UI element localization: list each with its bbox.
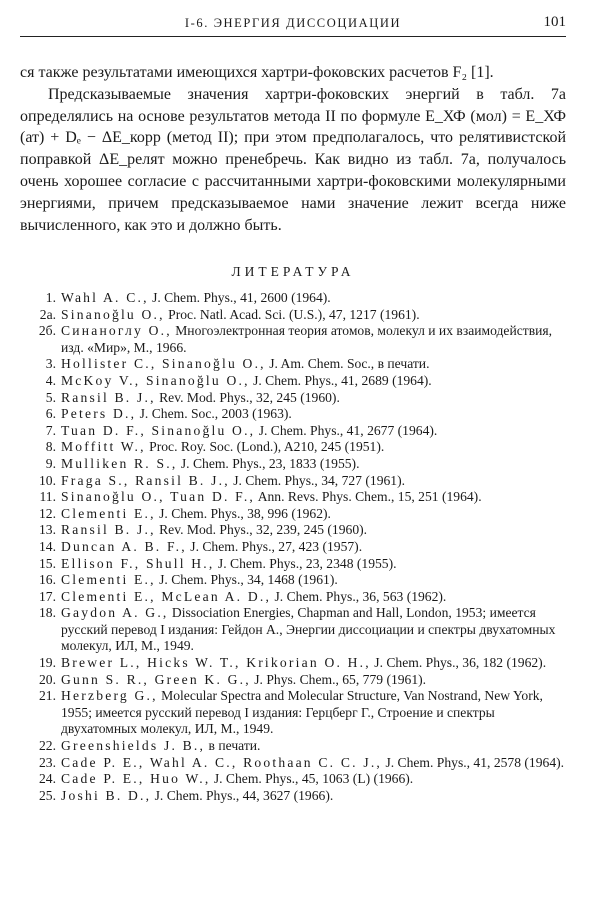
reference-number: 6. [45, 406, 56, 422]
reference-authors: Clementi E., [61, 572, 156, 588]
reference-item [20, 307, 566, 324]
reference-source: Proc. Natl. Acad. Sci. (U.S.), 47, 1217 (1961). [168, 306, 420, 322]
reference-number: 23. [39, 754, 56, 770]
reference-text [56, 406, 566, 423]
reference-number: 17. [39, 588, 56, 604]
reference-source: в печати. [208, 738, 261, 754]
reference-text [56, 439, 566, 456]
reference-source: J. Chem. Phys., 36, 182 (1962). [374, 655, 547, 671]
reference-authors: Joshi B. D., [61, 787, 152, 803]
reference-text [56, 356, 566, 373]
reference-source: Proc. Roy. Soc. (Lond.), A210, 245 (1951). [149, 439, 385, 455]
reference-text [56, 655, 566, 672]
reference-number: 2a. [39, 306, 56, 322]
reference-text [56, 556, 566, 573]
reference-authors: Ellison F., Shull H., [61, 555, 215, 571]
reference-authors: Gaydon A. G., [61, 605, 169, 621]
reference-item [20, 539, 566, 556]
reference-authors: Sinanoğlu O., [61, 306, 165, 322]
reference-item [20, 572, 566, 589]
reference-authors: Синаноглу О., [61, 323, 172, 339]
reference-list [20, 290, 566, 804]
reference-source: J. Chem. Phys., 41, 2600 (1964). [152, 290, 331, 305]
reference-item [20, 655, 566, 672]
reference-text [56, 738, 566, 755]
reference-authors: Greenshields J. B., [61, 738, 206, 754]
reference-item [20, 473, 566, 490]
reference-number: 3. [45, 356, 56, 372]
reference-number: 12. [39, 505, 56, 521]
reference-number: 16. [39, 572, 56, 588]
reference-source: J. Chem. Phys., 41, 2677 (1964). [258, 422, 438, 438]
paragraph-continuation: ся также результатами имеющихся хартри-фоковских расчетов F₂ [1]. [20, 64, 494, 81]
reference-source: J. Am. Chem. Soc., в печати. [269, 356, 430, 372]
reference-source: J. Chem. Phys., 34, 727 (1961). [233, 472, 406, 488]
reference-text [56, 788, 566, 805]
reference-item [20, 688, 566, 738]
reference-number: 9. [45, 455, 56, 471]
reference-authors: Cade P. E., Wahl A. C., Roothaan C. C. J., [61, 754, 383, 770]
reference-authors: Gunn S. R., Green K. G., [61, 671, 251, 687]
reference-number: 21. [39, 688, 56, 704]
reference-number: 15. [39, 555, 56, 571]
reference-text [56, 522, 566, 539]
chapter-title: I-6. ЭНЕРГИЯ ДИССОЦИАЦИИ [184, 16, 402, 30]
reference-number: 25. [39, 787, 56, 803]
reference-item [20, 788, 566, 805]
reference-text [56, 473, 566, 490]
reference-item [20, 373, 566, 390]
reference-source: J. Chem. Phys., 36, 563 (1962). [274, 588, 447, 604]
reference-source: J. Chem. Phys., 41, 2689 (1964). [253, 372, 432, 388]
running-header [20, 14, 566, 37]
reference-source: J. Chem. Phys., 38, 996 (1962). [159, 505, 331, 521]
body-text [20, 62, 566, 236]
reference-item [20, 755, 566, 772]
reference-authors: Cade P. E., Huo W., [61, 771, 211, 787]
reference-source: Molecular Spectra and Molecular Structure, Van Nostrand, New York, 1955; имеется русский перевод I издания: Герцберг Г., Строение и спектры двухатомных молекул, ИЛ, М., 1949. [61, 688, 543, 737]
reference-number: 18. [39, 605, 56, 621]
reference-number: 11. [39, 489, 56, 505]
reference-number: 5. [45, 389, 56, 405]
reference-item [20, 589, 566, 606]
reference-source: J. Chem. Phys., 23, 2348 (1955). [217, 555, 397, 571]
reference-item [20, 522, 566, 539]
reference-item [20, 406, 566, 423]
reference-authors: Sinanoğlu O., Tuan D. F., [61, 489, 256, 505]
page-number: 101 [543, 14, 566, 30]
reference-item [20, 556, 566, 573]
reference-source: J. Chem. Phys., 44, 3627 (1966). [154, 787, 334, 803]
reference-number: 4. [45, 372, 56, 388]
reference-text [56, 489, 566, 506]
reference-text [56, 323, 566, 356]
reference-item [20, 738, 566, 755]
reference-text [56, 390, 566, 407]
literature-heading: ЛИТЕРАТУРА [231, 264, 355, 279]
reference-item [20, 672, 566, 689]
reference-authors: Wahl A. C., [61, 290, 149, 305]
reference-number: 13. [39, 522, 56, 538]
reference-source: J. Chem. Phys., 41, 2578 (1964). [385, 754, 565, 770]
reference-text [56, 456, 566, 473]
reference-source: Многоэлектронная теория атомов, молекул и их взаимодействия, изд. «Мир», М., 1966. [61, 323, 553, 355]
reference-source: J. Chem. Phys., 45, 1063 (L) (1966). [213, 771, 414, 787]
reference-authors: Ransil B. J., [61, 389, 156, 405]
reference-number: 1. [45, 290, 56, 305]
reference-item [20, 290, 566, 307]
reference-source: Rev. Mod. Phys., 32, 239, 245 (1960). [159, 522, 368, 538]
reference-text [56, 755, 566, 772]
reference-number: 7. [45, 422, 56, 438]
reference-authors: Brewer L., Hicks W. T., Krikorian O. H., [61, 655, 371, 671]
reference-item [20, 390, 566, 407]
reference-item [20, 489, 566, 506]
reference-text [56, 672, 566, 689]
reference-text [56, 506, 566, 523]
reference-number: 14. [39, 538, 56, 554]
reference-authors: Tuan D. F., Sinanoğlu O., [61, 422, 256, 438]
reference-text [56, 605, 566, 655]
reference-text [56, 688, 566, 738]
reference-authors: Clementi E., [61, 505, 156, 521]
reference-source: Dissociation Energies, Chapman and Hall, London, 1953; имеется русский перевод I издания: Гейдон А., Энергии диссоциации и спектры двухатомных молекул, ИЛ, М., 1949. [61, 605, 556, 654]
reference-source: Rev. Mod. Phys., 32, 245 (1960). [159, 389, 340, 405]
reference-number: 8. [45, 439, 56, 455]
reference-authors: McKoy V., Sinanoğlu O., [61, 372, 250, 388]
reference-authors: Duncan A. B. F., [61, 538, 187, 554]
reference-item [20, 506, 566, 523]
reference-number: 2б. [38, 323, 56, 339]
reference-number: 10. [39, 472, 56, 488]
reference-authors: Hollister C., Sinanoğlu O., [61, 356, 266, 372]
reference-number: 19. [39, 655, 56, 671]
reference-authors: Moffitt W., [61, 439, 146, 455]
reference-text [56, 307, 566, 324]
reference-item [20, 356, 566, 373]
reference-text [56, 771, 566, 788]
reference-authors: Peters D., [61, 406, 137, 422]
reference-item [20, 323, 566, 356]
reference-number: 20. [39, 671, 56, 687]
reference-item [20, 771, 566, 788]
reference-source: J. Chem. Phys., 23, 1833 (1955). [180, 455, 360, 471]
reference-source: J. Chem. Phys., 27, 423 (1957). [190, 538, 363, 554]
reference-item [20, 439, 566, 456]
reference-text [56, 589, 566, 606]
reference-number: 24. [39, 771, 56, 787]
reference-text [56, 423, 566, 440]
reference-authors: Mulliken R. S., [61, 455, 178, 471]
reference-source: J. Chem. Soc., 2003 (1963). [139, 406, 292, 422]
reference-authors: Fraga S., Ransil B. J., [61, 472, 230, 488]
reference-source: J. Chem. Phys., 34, 1468 (1961). [159, 572, 338, 588]
reference-text [56, 290, 566, 307]
reference-number: 22. [39, 738, 56, 754]
reference-text [56, 373, 566, 390]
reference-text [56, 539, 566, 556]
reference-text [56, 572, 566, 589]
reference-authors: Ransil B. J., [61, 522, 156, 538]
reference-source: J. Phys. Chem., 65, 779 (1961). [254, 671, 427, 687]
reference-item [20, 456, 566, 473]
reference-authors: Clementi E., McLean A. D., [61, 588, 272, 604]
paragraph-predictions: Предсказываемые значения хартри-фоковских энергий в табл. 7а определялись на основе результатов метода II по формуле E_ХФ (мол) = E_ХФ (ат) + Dₑ − ΔE_корр (метод II); при этом предполагалось, что релятивистской поправкой ΔE_релят можно пренебречь. Как видно из табл. 7а, получалось очень хорошее согласие с рассчитанными хартри-фоковскими молекулярными энергиями, причем предсказываемое нами значение лежит всегда ниже вычисленного, как это и должно быть. [20, 85, 566, 234]
reference-item [20, 423, 566, 440]
reference-authors: Herzberg G., [61, 688, 158, 704]
reference-source: Ann. Revs. Phys. Chem., 15, 251 (1964). [257, 489, 482, 505]
reference-item [20, 605, 566, 655]
